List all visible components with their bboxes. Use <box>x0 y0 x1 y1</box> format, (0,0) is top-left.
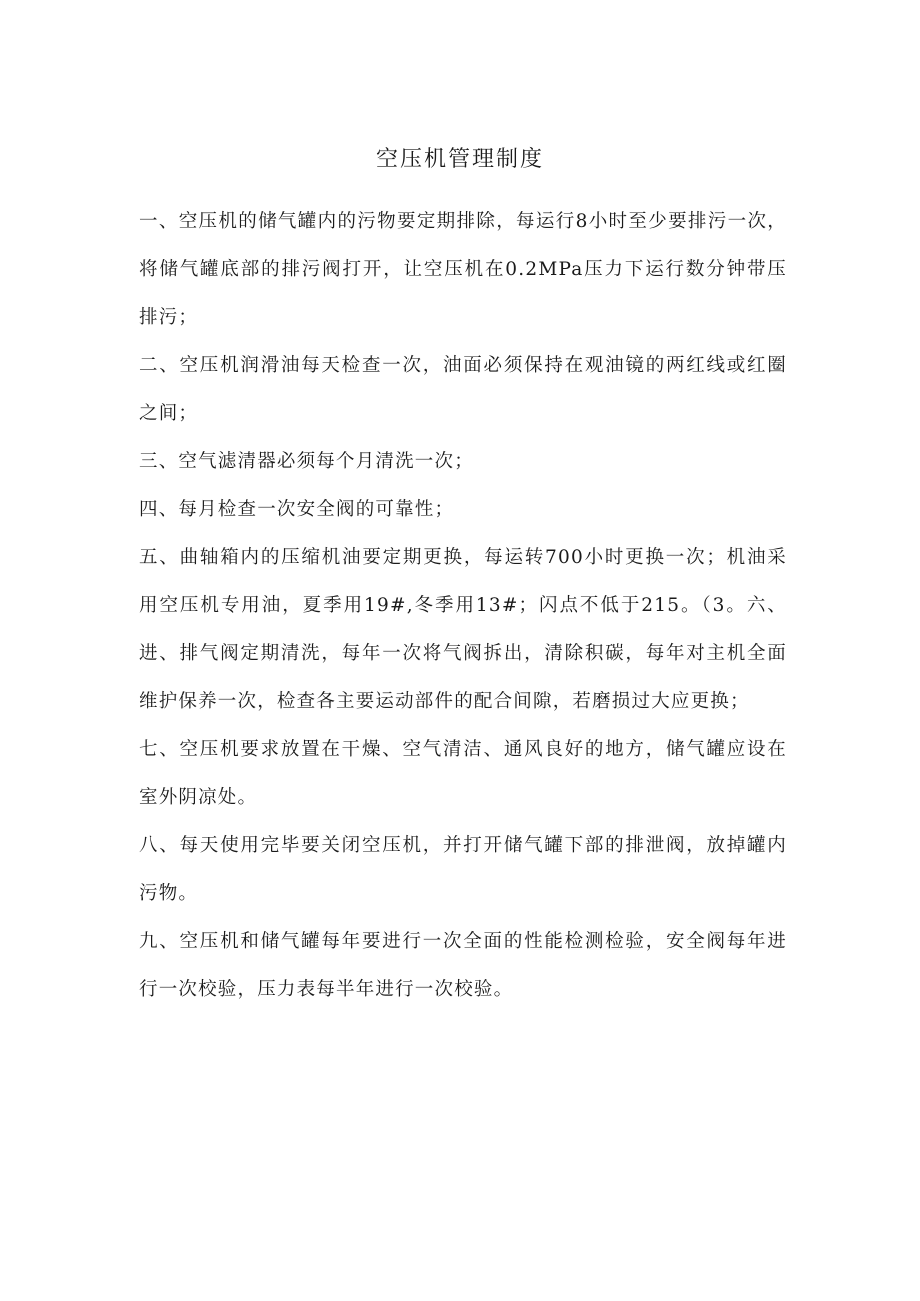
paragraph-7: 八、每天使用完毕要关闭空压机，并打开储气罐下部的排泄阀，放掉罐内污物。 <box>139 835 787 904</box>
paragraph-5: 五、曲轴箱内的压缩机油要定期更换，每运转700小时更换一次；机油采用空压机专用油，夏季用19#,冬季用13#；闪点不低于215。（3。六、进、排气阀定期清洗，每年一次将气阀拆出，清除积碳，每年对主机全面维护保养一次，检查各主要运动部件的配合间隙，若磨损过大应更换； <box>139 547 787 712</box>
paragraph-6: 七、空压机要求放置在干燥、空气清洁、通风良好的地方，储气罐应设在室外阴凉处。 <box>139 739 787 808</box>
document-body <box>139 198 787 1014</box>
paragraph-1: 一、空压机的储气罐内的污物要定期排除，每运行8小时至少要排污一次，将储气罐底部的排污阀打开，让空压机在0.2MPa压力下运行数分钟带压排污； <box>139 211 787 328</box>
document-title: 空压机管理制度 <box>375 147 544 172</box>
paragraph-8: 九、空压机和储气罐每年要进行一次全面的性能检测检验，安全阀每年进行一次校验，压力表每半年进行一次校验。 <box>139 931 787 1000</box>
paragraph-4: 四、每月检查一次安全阀的可靠性； <box>139 499 455 520</box>
paragraph-3: 三、空气滤清器必须每个月清洗一次； <box>139 451 474 472</box>
paragraph-2: 二、空压机润滑油每天检查一次，油面必须保持在观油镜的两红线或红圈之间； <box>139 355 787 424</box>
